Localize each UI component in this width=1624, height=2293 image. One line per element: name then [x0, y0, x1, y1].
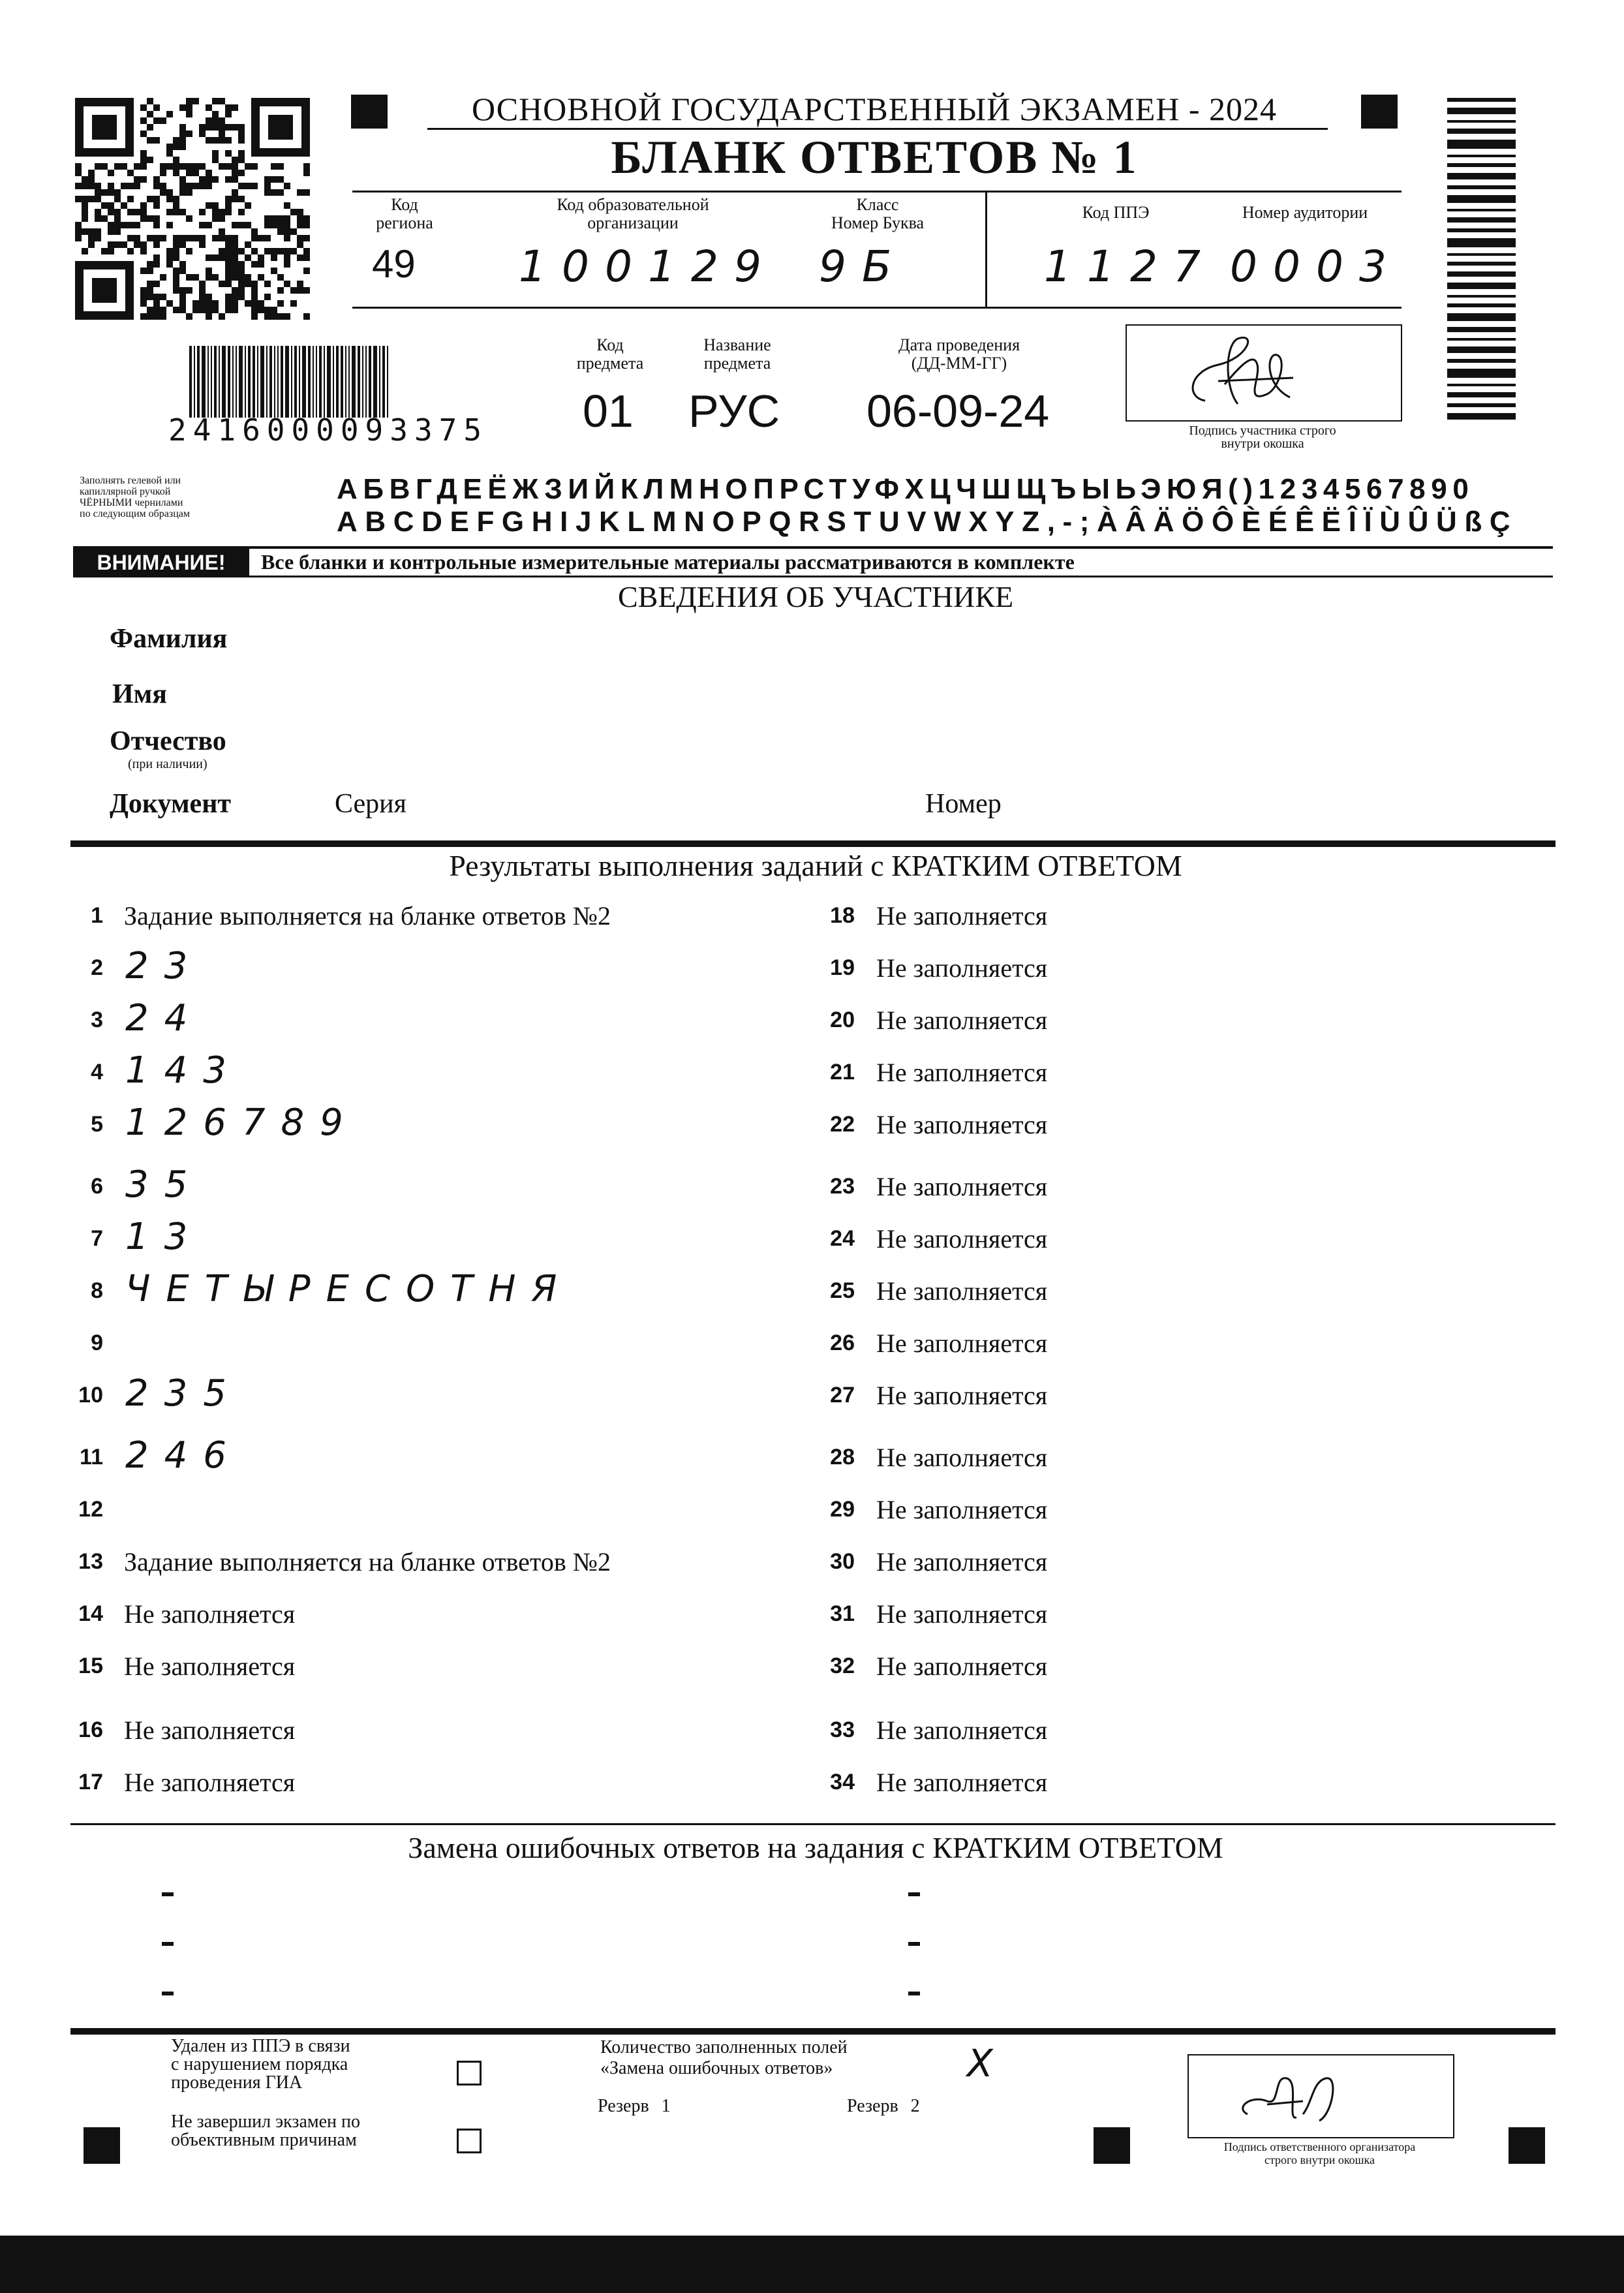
series-label: Серия — [335, 789, 406, 819]
task-number: 17 — [78, 1770, 103, 1794]
task-number: 16 — [78, 1717, 103, 1742]
task-status-text: Не заполняется — [124, 1599, 296, 1629]
replacement-field-dash[interactable] — [908, 1992, 920, 1995]
org-label: Код образовательной организации — [557, 195, 709, 232]
task-number: 28 — [830, 1445, 855, 1470]
surname-label: Фамилия — [110, 624, 228, 654]
region-value: 49 — [372, 242, 416, 286]
class-value: 9Б — [819, 241, 908, 292]
task-number: 12 — [78, 1497, 103, 1522]
patronymic-note: (при наличии) — [128, 757, 207, 771]
task-number: 31 — [830, 1601, 855, 1626]
subject-code-value: 01 — [583, 386, 634, 437]
task-number: 32 — [830, 1654, 855, 1678]
task-status-text: Не заполняется — [876, 1716, 1048, 1745]
task-number: 10 — [78, 1383, 103, 1408]
task-number: 34 — [830, 1770, 855, 1794]
replacement-field-dash[interactable] — [908, 1942, 920, 1946]
results-bottom-line — [70, 1823, 1555, 1825]
name-label: Имя — [112, 679, 167, 709]
task-number: 8 — [91, 1278, 103, 1303]
task-answer[interactable]: 24 — [125, 997, 204, 1039]
qr-code — [75, 98, 310, 320]
results-top-line — [70, 840, 1555, 847]
barcode — [189, 346, 542, 418]
task-number: 26 — [830, 1331, 855, 1355]
task-answer[interactable]: 23 — [125, 945, 204, 987]
task-answer[interactable]: ЧЕТЫРЕСОТНЯ — [125, 1268, 573, 1310]
vertical-barcode — [1447, 98, 1516, 486]
subject-code-label: Код предмета — [576, 335, 644, 373]
task-status-text: Не заполняется — [876, 1110, 1048, 1139]
class-label: Класс Номер Буква — [831, 195, 925, 232]
fields-divider — [985, 191, 987, 307]
task-number: 4 — [91, 1060, 103, 1085]
registration-mark-bottom-right — [1509, 2127, 1545, 2164]
region-label: Код региона — [376, 195, 433, 232]
count-label: Количество заполненных полей «Замена ошибочных ответов» — [600, 2037, 848, 2078]
task-number: 2 — [91, 955, 103, 980]
task-status-text: Не заполняется — [876, 1768, 1048, 1797]
task-number: 25 — [830, 1278, 855, 1303]
task-number: 21 — [830, 1060, 855, 1085]
task-number: 13 — [78, 1549, 103, 1574]
task-status-text: Не заполняется — [876, 1547, 1048, 1577]
task-number: 20 — [830, 1008, 855, 1032]
task-answer[interactable]: 143 — [125, 1049, 242, 1092]
registration-mark-top-left — [351, 95, 388, 129]
task-status-text: Задание выполняется на бланке ответов №2 — [124, 1547, 611, 1577]
participant-signature — [1127, 326, 1401, 420]
task-number: 1 — [91, 903, 103, 928]
replacement-field-dash[interactable] — [162, 1892, 174, 1896]
participant-section-title: СВЕДЕНИЯ ОБ УЧАСТНИКЕ — [617, 580, 1014, 613]
task-number: 11 — [80, 1445, 103, 1470]
number-label: Номер — [925, 789, 1002, 819]
task-status-text: Не заполняется — [124, 1768, 296, 1797]
task-answer[interactable]: 35 — [125, 1163, 204, 1206]
participant-signature-caption: Подпись участника строго внутри окошка — [1189, 423, 1336, 451]
task-status-text: Не заполняется — [876, 1276, 1048, 1306]
date-value: 06-09-24 — [866, 386, 1050, 437]
task-answer[interactable]: 126789 — [125, 1101, 359, 1144]
task-status-text: Не заполняется — [876, 1599, 1048, 1629]
task-status-text: Не заполняется — [876, 1224, 1048, 1254]
room-value: 0003 — [1230, 241, 1402, 292]
task-status-text: Не заполняется — [876, 1006, 1048, 1035]
organizer-signature-box[interactable] — [1187, 2054, 1454, 2138]
replacement-field-dash[interactable] — [162, 1942, 174, 1946]
task-status-text: Не заполняется — [876, 1172, 1048, 1201]
participant-signature-box[interactable] — [1126, 324, 1402, 422]
removed-label: Удален из ППЭ в связи с нарушением порядка проведения ГИА — [171, 2036, 350, 2093]
subject-name-value: РУС — [688, 386, 780, 437]
org-value: 100129 — [519, 241, 777, 292]
task-status-text: Не заполняется — [876, 1495, 1048, 1524]
task-number: 7 — [91, 1226, 103, 1251]
fields-top-line — [352, 191, 1402, 192]
subject-name-label: Название предмета — [703, 335, 771, 373]
warning-label: ВНИМАНИЕ! — [73, 548, 249, 577]
document-label: Документ — [110, 789, 232, 819]
warning-text: Все бланки и контрольные измерительные материалы рассматриваются в комплекте — [261, 550, 1075, 574]
reserve1-label: Резерв 1 — [598, 2096, 671, 2116]
organizer-signature-caption: Подпись ответственного организатора строго внутри окошка — [1223, 2140, 1416, 2166]
title-underline — [427, 128, 1328, 130]
task-number: 5 — [91, 1112, 103, 1137]
task-number: 14 — [78, 1601, 103, 1626]
task-status-text: Не заполняется — [876, 1443, 1048, 1472]
ppe-label: Код ППЭ — [1082, 203, 1150, 222]
sample-instruction: Заполнять гелевой или капиллярной ручкой ЧЁРНЫМИ чернилами по следующим образцам — [80, 475, 190, 519]
task-number: 24 — [830, 1226, 855, 1251]
replacement-section-title: Замена ошибочных ответов на задания с КРАТКИМ ОТВЕТОМ — [408, 1831, 1223, 1864]
task-number: 6 — [91, 1174, 103, 1199]
exam-title: ОСНОВНОЙ ГОСУДАРСТВЕННЫЙ ЭКЗАМЕН - 2024 — [472, 91, 1277, 127]
not-finished-checkbox[interactable] — [457, 2129, 482, 2153]
removed-checkbox[interactable] — [457, 2061, 482, 2085]
task-number: 15 — [78, 1654, 103, 1678]
organizer-signature — [1189, 2055, 1453, 2137]
replacement-field-dash[interactable] — [908, 1892, 920, 1896]
task-status-text: Не заполняется — [876, 1058, 1048, 1087]
patronymic-label: Отчество — [110, 726, 226, 756]
barcode-number: 2416000093375 — [168, 412, 489, 448]
replacement-field-dash[interactable] — [162, 1992, 174, 1995]
task-status-text: Не заполняется — [876, 901, 1048, 931]
task-status-text: Задание выполняется на бланке ответов №2 — [124, 901, 611, 931]
task-number: 23 — [830, 1174, 855, 1199]
results-section-title: Результаты выполнения заданий с КРАТКИМ ОТВЕТОМ — [449, 849, 1182, 882]
registration-mark-bottom-left — [84, 2127, 120, 2164]
sample-latin: ABCDEFGHIJKLMNOPQRSTUVWXYZ,-;ÀÂÄÖÔÈÉÊËÎÏÙÛÜßÇ — [337, 506, 1518, 538]
task-number: 19 — [830, 955, 855, 980]
fields-bottom-line — [352, 307, 1402, 309]
task-status-text: Не заполняется — [876, 1652, 1048, 1681]
task-status-text: Не заполняется — [876, 953, 1048, 983]
task-number: 22 — [830, 1112, 855, 1137]
task-status-text: Не заполняется — [124, 1652, 296, 1681]
task-number: 9 — [91, 1331, 103, 1355]
task-number: 18 — [830, 903, 855, 928]
footer-top-line — [70, 2028, 1555, 2035]
task-status-text: Не заполняется — [876, 1329, 1048, 1358]
task-number: 33 — [830, 1717, 855, 1742]
warning-bottom-line — [73, 576, 1553, 577]
not-finished-label: Не завершил экзамен по объективным причинам — [171, 2112, 360, 2150]
task-number: 27 — [830, 1383, 855, 1408]
warning-top-line — [73, 546, 1553, 549]
registration-mark-top-right — [1361, 95, 1398, 129]
count-value[interactable]: X — [967, 2041, 993, 2085]
task-number: 3 — [91, 1008, 103, 1032]
bottom-black-band — [0, 2236, 1624, 2293]
task-number: 30 — [830, 1549, 855, 1574]
date-label: Дата проведения (ДД-ММ-ГГ) — [898, 335, 1020, 373]
reserve2-label: Резерв 2 — [847, 2096, 920, 2116]
ppe-value: 1127 — [1044, 241, 1216, 292]
registration-mark-bottom-center — [1094, 2127, 1130, 2164]
room-label: Номер аудитории — [1242, 203, 1368, 222]
sample-cyrillic: АБВГДЕЁЖЗИЙКЛМНОПРСТУФХЦЧШЩЪЫЬЭЮЯ()1234567890 — [337, 473, 1475, 505]
task-answer[interactable]: 13 — [125, 1216, 204, 1258]
task-number: 29 — [830, 1497, 855, 1522]
task-status-text: Не заполняется — [124, 1716, 296, 1745]
form-title: БЛАНК ОТВЕТОВ № 1 — [611, 131, 1138, 183]
task-answer[interactable]: 235 — [125, 1372, 242, 1415]
task-answer[interactable]: 246 — [125, 1434, 242, 1477]
task-status-text: Не заполняется — [876, 1381, 1048, 1410]
